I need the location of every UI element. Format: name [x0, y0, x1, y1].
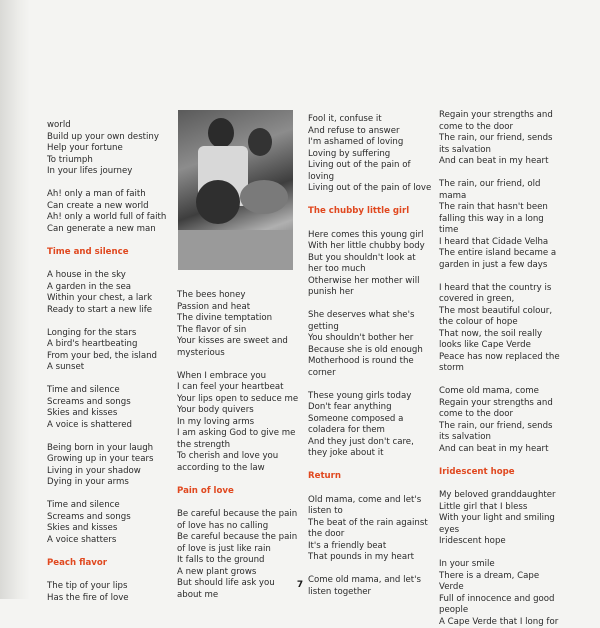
lyrics-column-3: [308, 114, 432, 598]
song-title-pain-of-love: Pain of love: [177, 485, 234, 496]
verse: The rain, our friend, old mama The rain that hasn't been falling this way in a long time I heard that Cidade Velha The entire island became a garden in just a few days: [439, 179, 557, 270]
song-title-chubby-little-girl: The chubby little girl: [308, 206, 410, 216]
verse: When I embrace you I can feel your heartbeat Your lips open to seduce me Your body quivers In my loving arms I am asking God to give me the strength To cherish and love you according to the law: [177, 370, 299, 473]
verse: A house in the sky A garden in the sea Within your chest, a lark Ready to start a new life: [47, 270, 153, 315]
song-title-time-and-silence: Time and silence: [47, 246, 129, 257]
verse: world Build up your own destiny Help your fortune To triumph In your lifes journey: [47, 120, 159, 176]
lyrics-column-4: [439, 110, 563, 628]
verse: She deserves what she's getting You shouldn't bother her Because she is old enough Motherhood is round the corner: [308, 310, 423, 378]
verse: In your smile There is a dream, Cape Verde Full of innocence and good people A Cape Verde that I long for: [439, 559, 559, 627]
verse: Here comes this young girl With her little chubby body But you shouldn't look at her too much Otherwise her mother will punish her: [308, 229, 425, 297]
band-photo: [178, 110, 293, 270]
page-number: 7: [296, 580, 304, 590]
lyrics-column-1: [47, 120, 171, 604]
verse: Being born in your laugh Growing up in your tears Living in your shadow Dying in your arms: [47, 442, 154, 487]
verse: Ah! only a man of faith Can create a new world Ah! only a world full of faith Can generate a new man: [47, 189, 167, 234]
lyrics-column-2: [177, 290, 301, 601]
page-spine: [0, 0, 30, 599]
verse: Time and silence Screams and songs Skies and kisses A voice is shattered: [47, 385, 132, 430]
verse: Be careful because the pain of love has no calling Be careful because the pain of love is just like rain It falls to the ground A new plant grows But should life ask you about me: [177, 509, 298, 600]
song-title-iridescent-hope: Iridescent hope: [439, 466, 515, 477]
song-title-return: Return: [308, 471, 342, 481]
verse: Fool it, confuse it And refuse to answer I'm ashamed of loving Loving by suffering Living out of the pain of loving Living out of the pain of love: [308, 114, 432, 193]
verse: I heard that the country is covered in green, The most beautiful colour, the colour of hope That now, the soil really looks like Cape Verde Peace has now replaced the storm: [439, 282, 560, 373]
verse: The tip of your lips Has the fire of love: [47, 581, 129, 603]
verse: Come old mama, come Regain your strengths and come to the door The rain, our friend, sends its salvation And can beat in my heart: [439, 386, 553, 454]
verse: Come old mama, and let's listen together: [308, 575, 422, 597]
song-title-peach-flavor: Peach flavor: [47, 557, 108, 568]
verse: Longing for the stars A bird's heartbeating From your bed, the island A sunset: [47, 327, 157, 372]
verse: My beloved granddaughter Little girl that I bless With your light and smiling eyes Iridescent hope: [439, 490, 556, 546]
verse: The bees honey Passion and heat The divine temptation The flavor of sin Your kisses are sweet and mysterious: [177, 290, 288, 358]
verse: Old mama, come and let's listen to The beat of the rain against the door It's a friendly beat That pounds in my heart: [308, 494, 428, 562]
verse: Time and silence Screams and songs Skies and kisses A voice shatters: [47, 500, 131, 545]
verse: Regain your strengths and come to the door The rain, our friend, sends its salvation And can beat in my heart: [439, 110, 553, 166]
verse: These young girls today Don't fear anything Someone composed a coladera for them And they just don't care, they joke about it: [308, 390, 414, 458]
